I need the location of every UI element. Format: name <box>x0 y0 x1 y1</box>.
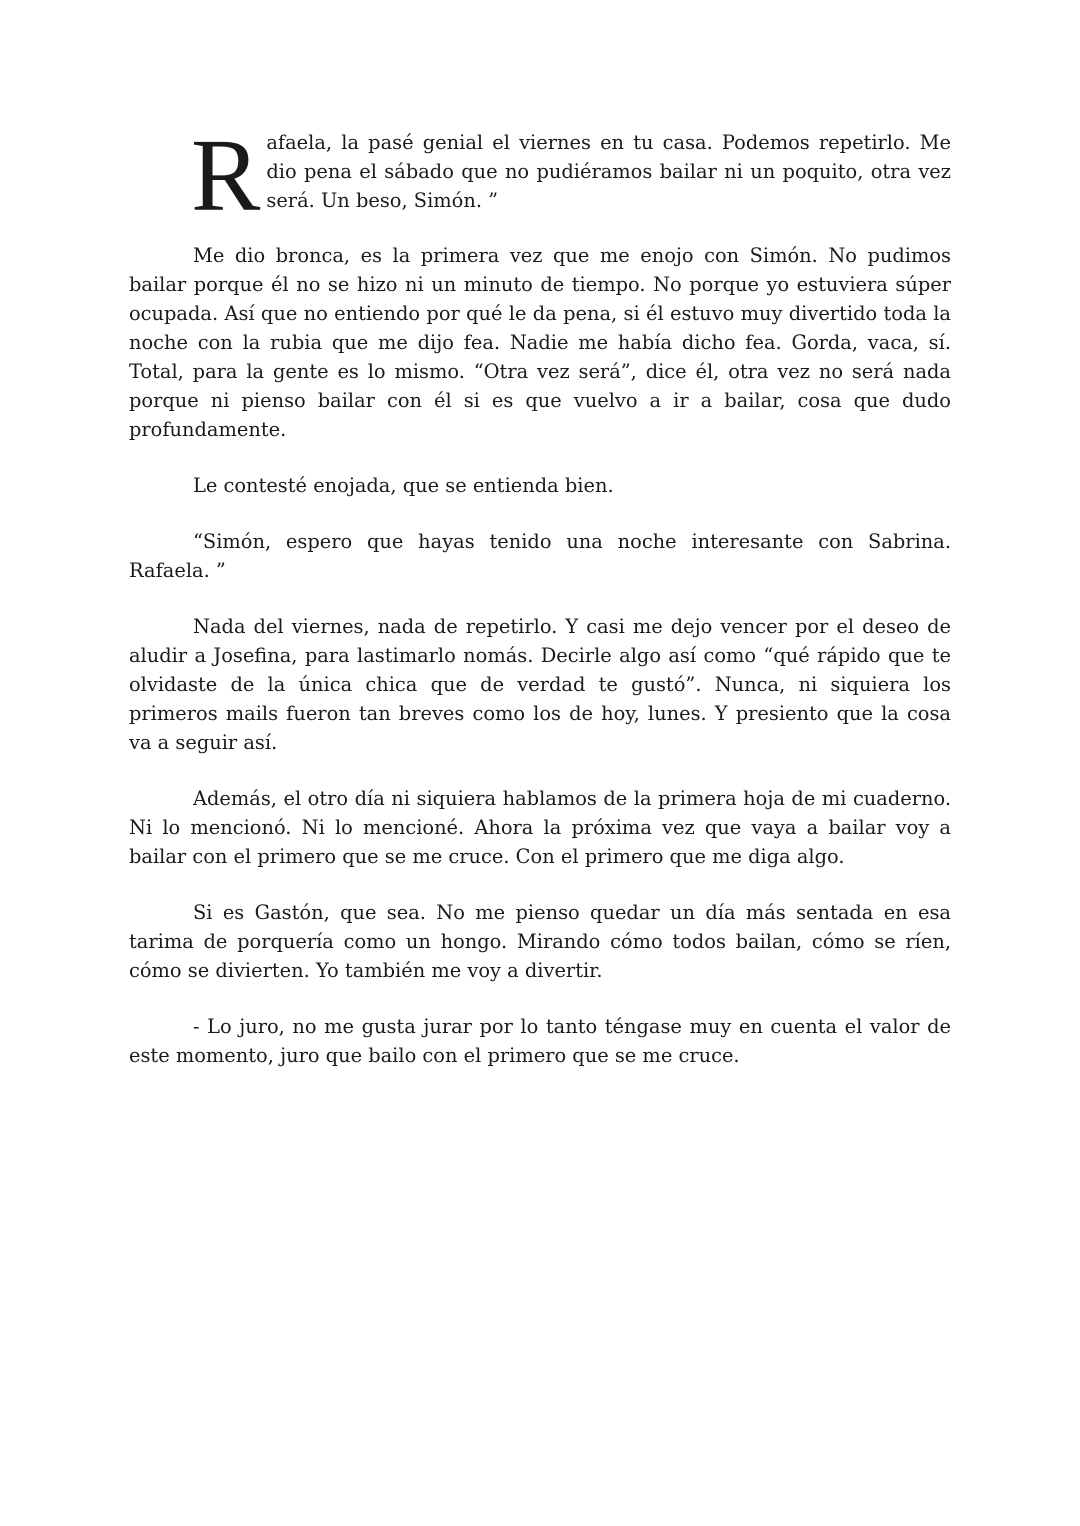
paragraph: Le contesté enojada, que se entienda bien. <box>193 474 614 497</box>
document-page <box>129 118 951 1097</box>
paragraph: “Simón, espero que hayas tenido una noche interesante con Sabrina. Rafaela. ” <box>129 530 951 582</box>
paragraph: Me dio bronca, es la primera vez que me enojo con Simón. No pudimos bailar porque él no se hizo ni un minuto de tiempo. No porque yo estuviera súper ocupada. Así que no entiendo por qué le da pena, si él estuvo muy divertido toda la noche con la rubia que me dijo fea. Nadie me había dicho fea. Gorda, vaca, sí. Total, para la gente es lo mismo. “Otra vez será”, dice él, otra vez no será nada porque ni pienso bailar con él si es que vuelvo a ir a bailar, cosa que dudo profundamente. <box>129 244 951 441</box>
opening-paragraph-text: afaela, la pasé genial el viernes en tu casa. Podemos repetirlo. Me dio pena el sábado que no pudiéramos bailar ni un poquito, otra vez será. Un beso, Simón. ” <box>266 131 951 212</box>
paragraph: - Lo juro, no me gusta jurar por lo tanto téngase muy en cuenta el valor de este momento, juro que bailo con el primero que se me cruce. <box>129 1015 951 1067</box>
drop-cap: R <box>191 118 261 233</box>
paragraph: Además, el otro día ni siquiera hablamos de la primera hoja de mi cuaderno. Ni lo mencionó. Ni lo mencioné. Ahora la próxima vez que vaya a bailar voy a bailar con el primero que se me cruce. Con el primero que me diga algo. <box>129 787 951 868</box>
paragraph: Si es Gastón, que sea. No me pienso quedar un día más sentada en esa tarima de porquería como un hongo. Mirando cómo todos bailan, cómo se ríen, cómo se divierten. Yo también me voy a divertir. <box>129 901 951 982</box>
opening-paragraph <box>129 118 951 233</box>
paragraph: Nada del viernes, nada de repetirlo. Y casi me dejo vencer por el deseo de aludir a Josefina, para lastimarlo nomás. Decirle algo así como “qué rápido que te olvidaste de la única chica que de verdad te gustó”. Nunca, ni siquiera los primeros mails fueron tan breves como los de hoy, lunes. Y presiento que la cosa va a seguir así. <box>129 615 951 754</box>
